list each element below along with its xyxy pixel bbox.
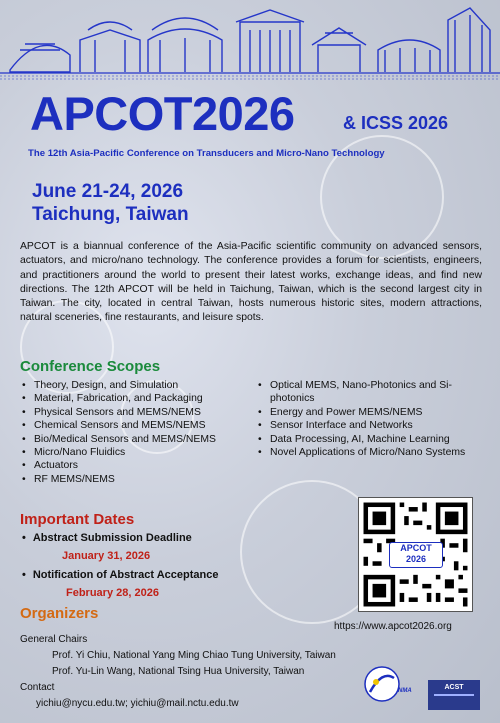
scope-item: • Bio/Medical Sensors and MEMS/NEMS [20,433,260,446]
scope-item: • Novel Applications of Micro/Nano Systems [256,446,478,459]
qr-badge-line2: 2026 [405,554,427,564]
acst-logo-text: ACST [444,684,464,691]
contact-label: Contact [20,682,55,693]
qr-center-badge [389,542,443,568]
scopes-list-right [256,379,478,459]
organizers-heading: Organizers [20,605,99,622]
chair-1: Prof. Yi Chiu, National Yang Ming Chiao Tung University, Taiwan [52,650,336,661]
acst-logo [428,680,480,710]
abstract-deadline-label: • Abstract Submission Deadline [22,532,192,544]
important-dates-heading: Important Dates [20,511,135,528]
scope-item: • Theory, Design, and Simulation [20,379,260,392]
intro-paragraph: APCOT is a biannual conference of the Asia-Pacific scientific community on advanced sensors, actuators, and micro/nano technology. The conference provides a forum for scientists, engineers, and practitioners around the world to present their latest works, exchange ideas, and find new directions. The 12th APCOT will be held in Taichung, Taiwan, which is the second largest city in Taiwan. The city, located in central Taiwan, hosts numerous historic sites, modern attractions, natural sceneries, fine restaurants, and leisure spots. [20,241,482,324]
scope-item: • Physical Sensors and MEMS/NEMS [20,406,260,419]
nma-logo-text: NMA [398,688,412,694]
scope-item: • Data Processing, AI, Machine Learning [256,433,478,446]
chair-2: Prof. Yu-Lin Wang, National Tsing Hua University, Taiwan [52,666,305,677]
contact-emails[interactable]: yichiu@nycu.edu.tw; yichiu@mail.nctu.edu.tw [36,698,239,709]
scope-item: • Optical MEMS, Nano-Photonics and Si-photonics [256,379,478,406]
acceptance-notification-label: • Notification of Abstract Acceptance [22,569,218,581]
event-date-location [32,180,189,226]
qr-badge-line1: APCOT [400,543,432,553]
icss-subtitle: & ICSS 2026 [343,113,449,133]
website-qr-code[interactable] [358,497,473,612]
event-dates: June 21-24, 2026 [32,181,184,202]
scope-item: • Chemical Sensors and MEMS/NEMS [20,419,260,432]
scope-item: • Actuators [20,459,260,472]
scope-item: • Energy and Power MEMS/NEMS [256,406,478,419]
nma-logo [362,664,402,704]
city-skyline-illustration [0,0,500,88]
website-url[interactable]: https://www.apcot2026.org [334,621,452,632]
scope-item: • Sensor Interface and Networks [256,419,478,432]
event-location: Taichung, Taiwan [32,204,189,225]
conference-title: APCOT2026 [30,87,295,140]
general-chairs-label: General Chairs [20,634,88,645]
scopes-list-left [20,379,260,486]
scope-item: • Material, Fabrication, and Packaging [20,392,260,405]
acst-logo-bar [434,694,474,696]
abstract-deadline-date: January 31, 2026 [62,550,151,562]
conference-tagline: The 12th Asia-Pacific Conference on Transducers and Micro-Nano Technology [28,148,385,159]
scope-item: • RF MEMS/NEMS [20,473,260,486]
scope-item: • Micro/Nano Fluidics [20,446,260,459]
scopes-heading: Conference Scopes [20,358,161,375]
acceptance-notification-date: February 28, 2026 [66,587,159,599]
